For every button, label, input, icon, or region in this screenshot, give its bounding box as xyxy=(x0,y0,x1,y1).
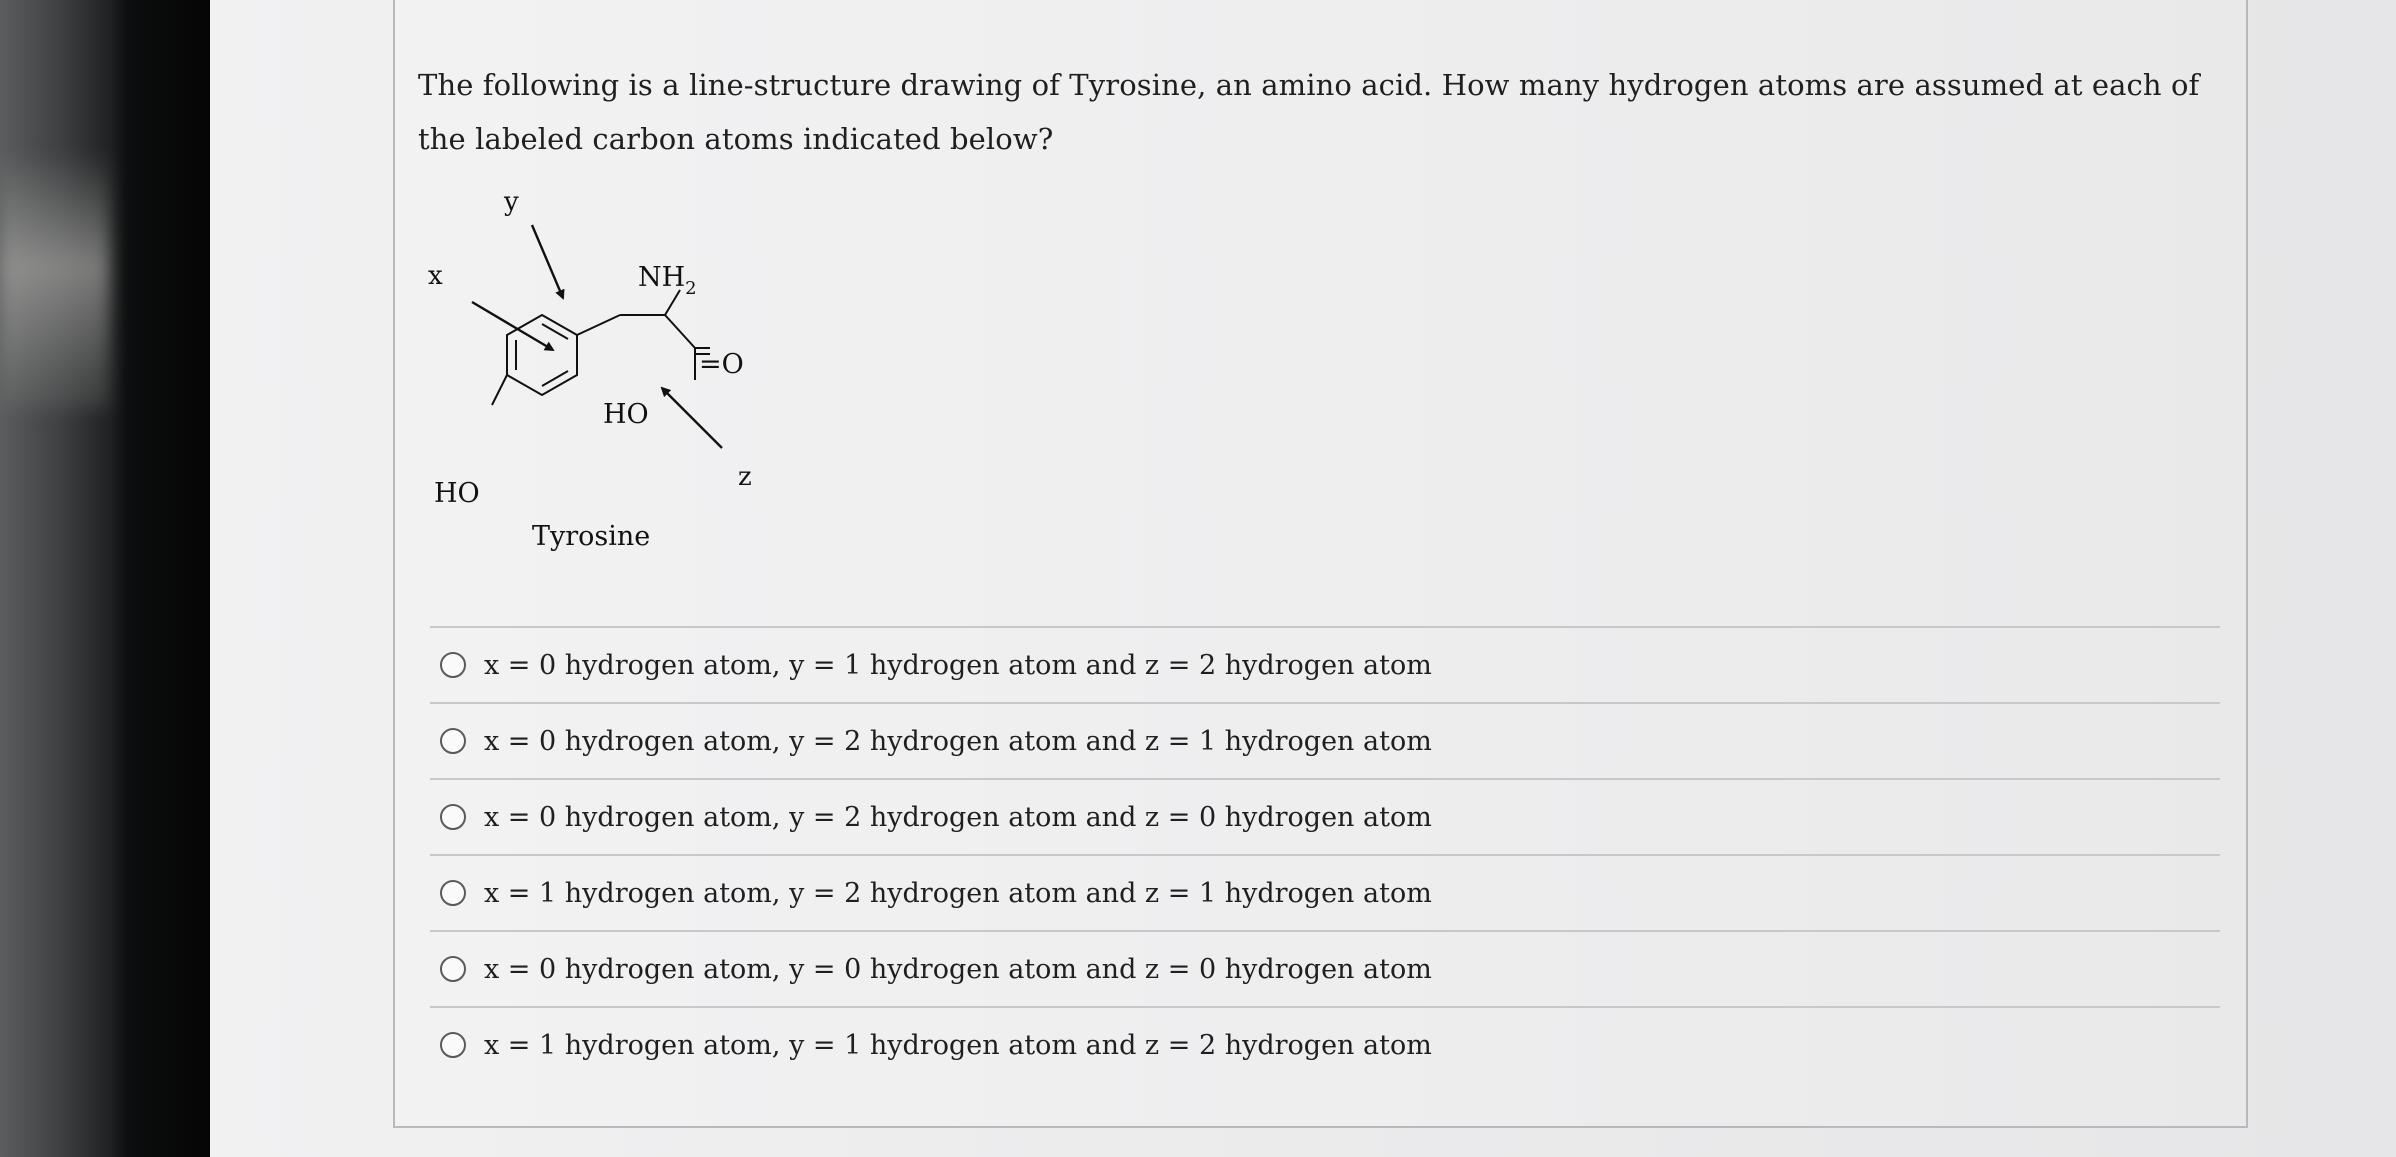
answer-option-label: x = 0 hydrogen atom, y = 0 hydrogen atom and z = 0 hydrogen atom xyxy=(484,953,1432,985)
bezel-reflection xyxy=(0,150,110,410)
radio-button[interactable] xyxy=(440,956,466,982)
answer-option[interactable] xyxy=(430,856,2220,932)
side-chain-bonds xyxy=(492,290,710,405)
answer-option-label: x = 0 hydrogen atom, y = 2 hydrogen atom and z = 0 hydrogen atom xyxy=(484,801,1432,833)
carbonyl-oxygen-label: =O xyxy=(699,349,744,380)
label-y: y xyxy=(504,187,519,217)
phenol-hydroxyl-label: HO xyxy=(434,478,480,509)
radio-button[interactable] xyxy=(440,652,466,678)
radio-button[interactable] xyxy=(440,804,466,830)
tyrosine-structure-drawing xyxy=(410,180,790,560)
answer-options xyxy=(430,626,2220,1082)
benzene-ring xyxy=(507,315,577,395)
label-z: z xyxy=(738,462,752,492)
acid-hydroxyl-label: HO xyxy=(603,399,649,430)
radio-button[interactable] xyxy=(440,880,466,906)
question-text: The following is a line-structure drawing of Tyrosine, an amino acid. How many hydrogen atoms are assumed at each of the labeled carbon atoms indicated below? xyxy=(418,68,2200,156)
answer-option[interactable] xyxy=(430,704,2220,780)
answer-option[interactable] xyxy=(430,932,2220,1008)
answer-option-label: x = 0 hydrogen atom, y = 1 hydrogen atom and z = 2 hydrogen atom xyxy=(484,649,1432,681)
amine-label: $NH_2$ xyxy=(638,262,697,299)
answer-option[interactable] xyxy=(430,1008,2220,1082)
radio-button[interactable] xyxy=(440,728,466,754)
tyrosine-structure-figure xyxy=(410,180,790,560)
answer-option[interactable] xyxy=(430,628,2220,704)
monitor-bezel xyxy=(0,0,210,1157)
radio-button[interactable] xyxy=(440,1032,466,1058)
figure-caption: Tyrosine xyxy=(532,521,651,552)
answer-option-label: x = 1 hydrogen atom, y = 1 hydrogen atom and z = 2 hydrogen atom xyxy=(484,1029,1432,1061)
answer-option[interactable] xyxy=(430,780,2220,856)
answer-option-label: x = 1 hydrogen atom, y = 2 hydrogen atom and z = 1 hydrogen atom xyxy=(484,877,1432,909)
answer-option-label: x = 0 hydrogen atom, y = 2 hydrogen atom and z = 1 hydrogen atom xyxy=(484,725,1432,757)
label-x: x xyxy=(428,261,443,291)
